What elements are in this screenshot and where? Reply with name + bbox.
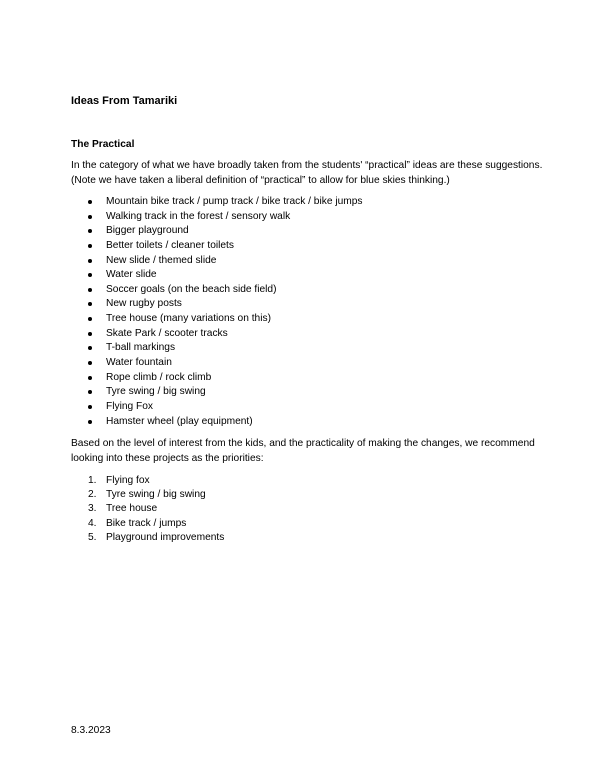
list-item bbox=[71, 224, 561, 239]
list-item-text: Water fountain bbox=[106, 357, 172, 369]
list-number: 5. bbox=[88, 531, 97, 543]
bullet-icon bbox=[88, 361, 92, 365]
list-item-text: Tyre swing / big swing bbox=[106, 386, 206, 398]
bullet-icon bbox=[88, 332, 92, 336]
bullet-icon bbox=[88, 346, 92, 350]
bullet-icon bbox=[88, 273, 92, 277]
list-item-text: Flying Fox bbox=[106, 400, 153, 412]
list-item-text: Playground improvements bbox=[106, 531, 225, 543]
bullet-icon bbox=[88, 200, 92, 204]
list-number: 1. bbox=[88, 475, 97, 486]
intro-paragraph bbox=[71, 159, 561, 188]
list-item-text: Rope climb / rock climb bbox=[106, 371, 212, 383]
bullet-icon bbox=[88, 229, 92, 233]
list-item bbox=[71, 371, 561, 386]
list-item bbox=[71, 210, 561, 225]
list-item bbox=[71, 195, 561, 210]
list-item bbox=[71, 327, 561, 342]
bullet-icon bbox=[88, 244, 92, 248]
suggestions-list bbox=[71, 195, 561, 429]
list-item-text: Mountain bike track / pump track / bike track / bike jumps bbox=[106, 196, 363, 207]
footer-date: 8.3.2023 bbox=[71, 725, 111, 736]
list-number: 4. bbox=[88, 517, 97, 529]
list-item bbox=[71, 415, 561, 430]
bullet-icon bbox=[88, 420, 92, 424]
bullet-icon bbox=[88, 390, 92, 394]
list-number: 3. bbox=[88, 503, 97, 515]
list-item-text: Water slide bbox=[106, 269, 157, 281]
list-item bbox=[71, 254, 561, 269]
intro-line-1: In the category of what we have broadly taken from the students' “practical” ideas are these suggestions. bbox=[71, 160, 543, 171]
list-item-text: Bike track / jumps bbox=[106, 517, 187, 529]
list-item-text: Flying fox bbox=[106, 475, 150, 486]
list-item bbox=[71, 474, 561, 488]
list-number: 2. bbox=[88, 489, 97, 501]
list-item-text: Hamster wheel (play equipment) bbox=[106, 415, 253, 427]
list-item-text: New slide / themed slide bbox=[106, 254, 217, 266]
list-item bbox=[71, 283, 561, 298]
bullet-icon bbox=[88, 302, 92, 306]
bullet-icon bbox=[88, 317, 92, 321]
list-item bbox=[71, 488, 561, 502]
list-item bbox=[71, 341, 561, 356]
list-item-text: New rugby posts bbox=[106, 298, 182, 310]
list-item-text: Better toilets / cleaner toilets bbox=[106, 239, 234, 251]
list-item-text: Tyre swing / big swing bbox=[106, 489, 206, 501]
list-item bbox=[71, 517, 561, 531]
list-item bbox=[71, 268, 561, 283]
list-item bbox=[71, 385, 561, 400]
summary-paragraph bbox=[71, 437, 561, 466]
bullet-icon bbox=[88, 376, 92, 380]
list-item-text: Walking track in the forest / sensory walk bbox=[106, 210, 291, 222]
bullet-icon bbox=[88, 288, 92, 292]
list-item bbox=[71, 531, 561, 545]
summary-line-2: looking into these projects as the priorities: bbox=[71, 452, 264, 464]
list-item-text: Soccer goals (on the beach side field) bbox=[106, 283, 277, 295]
priorities-list bbox=[71, 474, 561, 545]
list-item bbox=[71, 239, 561, 254]
bullet-icon bbox=[88, 215, 92, 219]
bullet-icon bbox=[88, 259, 92, 263]
list-item bbox=[71, 312, 561, 327]
section-heading: The Practical bbox=[71, 139, 135, 150]
summary-line-1: Based on the level of interest from the kids, and the practicality of making the changes, we recommend bbox=[71, 438, 535, 449]
list-item-text: Tree house (many variations on this) bbox=[106, 313, 271, 325]
list-item-text: Bigger playground bbox=[106, 225, 189, 237]
document-title: Ideas From Tamariki bbox=[71, 95, 178, 107]
list-item-text: T-ball markings bbox=[106, 342, 176, 354]
list-item bbox=[71, 502, 561, 516]
list-item bbox=[71, 356, 561, 371]
list-item bbox=[71, 297, 561, 312]
list-item-text: Skate Park / scooter tracks bbox=[106, 327, 228, 339]
list-item bbox=[71, 400, 561, 415]
intro-line-2: (Note we have taken a liberal definition of “practical” to allow for blue skies thinking.) bbox=[71, 174, 450, 186]
list-item-text: Tree house bbox=[106, 503, 158, 515]
bullet-icon bbox=[88, 405, 92, 409]
